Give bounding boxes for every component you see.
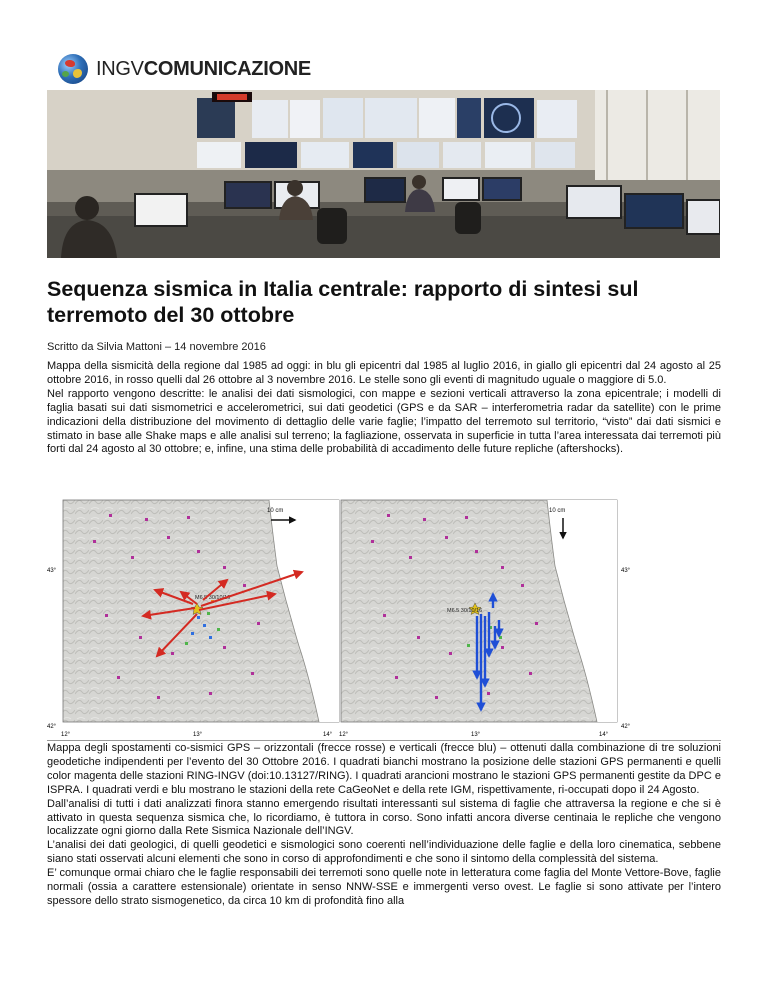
lon-label: 13°	[471, 732, 481, 738]
event-label: M6.5 30/10/16	[195, 595, 231, 601]
lat-label: 42°	[47, 724, 57, 730]
body-paragraph: Dall’analisi di tutti i dati analizzati finora stanno emergendo risultati interessanti sul sistema di faglie che attraversa la regione e che si è attivato in questa sequenza sismica che, lo ricordiamo, è tuttora in corso. Sono infatti ancora diverse centinaia le repliche che vengono localizzate ogni giorno dalla Rete Sismica Nazionale dell’INGV.	[47, 797, 721, 838]
figure-caption: Mappa degli spostamenti co-sismici GPS – orizzontali (frecce rosse) e verticali (frecce blu) – ottenuti dalla combinazione di tre soluzioni geodetiche indipendenti per l’evento del 30 Ottobre 2016. I quadrati bianchi mostrano la posizione delle stazioni GPS permanenti e quelli color magenta delle stazioni RING-INGV (doi:10.13127/RING). I quadrati arancioni mostrano le stazioni GPS permanenti gestite da DPC e ISPRA. I quadrati verdi e blu mostrano le stazioni della rete CaGeoNet e della rete IGM, rispettivamente, ri-occupati dopo il 24 Agosto.	[47, 742, 721, 796]
lat-label: 43°	[47, 568, 57, 574]
vertical-map	[339, 500, 631, 738]
horizontal-map	[47, 500, 339, 738]
lon-label: 13°	[193, 732, 203, 738]
logo-suffix: COMUNICAZIONE	[143, 57, 311, 80]
body-paragraph: L’analisi dei dati geologici, di quelli geodetici e sismologici sono coerenti nell’individuazione delle faglie e della loro cinematica, sebbene siano stati osservati alcuni elementi che sono in corso di approfondimenti e che sono il sintomo della complessità del sistema.	[47, 839, 721, 866]
scale-label: 10 cm	[549, 508, 566, 514]
article-byline: Scritto da Silvia Mattoni – 14 novembre 2016	[47, 341, 266, 353]
lat-label: 42°	[621, 724, 631, 730]
lon-label: 12°	[339, 732, 349, 738]
article-title: Sequenza sismica in Italia centrale: rapporto di sintesi sul terremoto del 30 ottobre	[47, 277, 639, 327]
body-paragraph: E’ comunque ormai chiaro che le faglie responsabili dei terremoti sono quelle note in letteratura come faglia del Monte Vettore-Bove, faglie normali (ossia a carattere estensionale) orientate in senso NNW-SSE e immergenti verso ovest. Le faglie si sono attivate per l’intero spessore dello strato sismogenetico, da circa 10 km di profondità fino alla	[47, 867, 721, 907]
intro-paragraph: Nel rapporto vengono descritte: le analisi dei dati sismologici, con mappe e sezioni verticali attraverso la zona epicentrale; i modelli di faglia basati sui dati sismometrici e accelerometrici, sui dati geodetici (GPS e da SAR – interferometria radar da satellite) con le prime indicazioni della distribuzione del movimento di dettaglio delle varie faglie; l’impatto del terremoto sul territorio, “visto” dai dati sismici e stimato in base alle Shake maps e alle analisi sul terreno; la fagliazione, osservata in superficie in tutta l’area interessata dai terremoti più forti dal 24 agosto al 30 ottobre; e, infine, una stima delle probabilità di accadimento delle future repliche (aftershocks).	[47, 387, 721, 456]
lon-label: 12°	[61, 732, 71, 738]
ingv-logo	[58, 52, 311, 86]
gps-displacement-maps	[47, 496, 721, 740]
scale-label: 10 cm	[267, 508, 284, 514]
globe-icon	[58, 54, 88, 84]
body-text	[47, 742, 721, 909]
control-room-photo	[47, 90, 720, 258]
caption-divider	[47, 740, 721, 741]
lon-label: 14°	[599, 732, 609, 738]
logo-prefix: INGV	[96, 57, 144, 80]
event-label: M6.5 30/10/16	[447, 608, 483, 614]
lat-label: 43°	[621, 568, 631, 574]
logo-text	[96, 58, 311, 81]
intro-text	[47, 360, 721, 457]
intro-paragraph: Mappa della sismicità della regione dal 1985 ad oggi: in blu gli epicentri dal 1985 al luglio 2016, in giallo gli epicentri dal 24 agosto al 25 ottobre 2016, in rosso quelli dal 26 ottobre al 3 novembre 2016. Le stelle sono gli eventi di magnitudo uguale o maggiore di 5.0.	[47, 360, 721, 386]
lon-label: 14°	[323, 732, 333, 738]
